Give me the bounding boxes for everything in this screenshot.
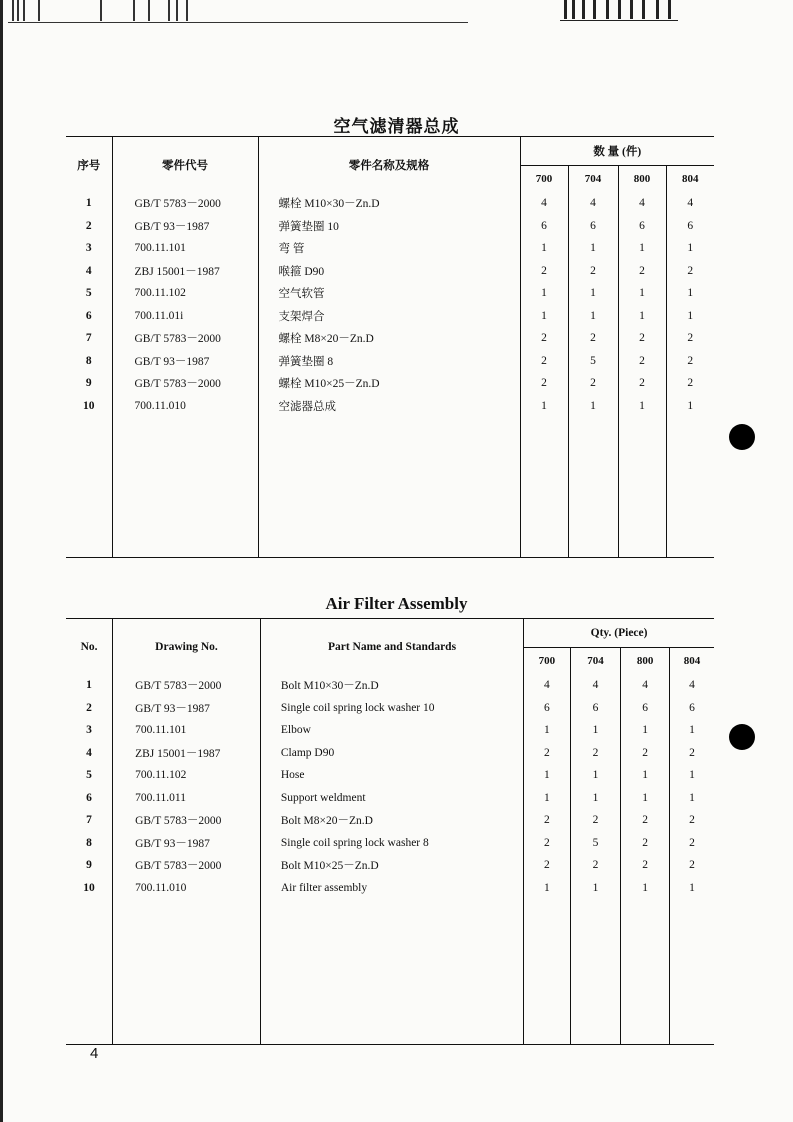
- row-drawing: GB/T 5783－2000: [113, 809, 261, 832]
- table-row: [66, 877, 714, 900]
- row-no: 3: [86, 724, 92, 737]
- row-part-name: Bolt M10×25－Zn.D: [260, 854, 523, 877]
- row-drawing: GB/T 93－1987: [112, 215, 258, 238]
- row-qty: 2: [568, 372, 618, 395]
- row-qty: 4: [666, 192, 714, 215]
- row-qty: 4: [618, 192, 666, 215]
- table-row: [66, 674, 714, 697]
- row-qty: 1: [520, 395, 568, 418]
- row-qty: 2: [618, 260, 666, 283]
- row-qty: 2: [524, 742, 571, 765]
- row-qty: 6: [570, 697, 621, 720]
- row-qty: 2: [520, 327, 568, 350]
- row-qty: 6: [621, 697, 670, 720]
- row-qty: 2: [524, 832, 571, 855]
- table-blank-area: [66, 899, 714, 1045]
- row-drawing: ZBJ 15001－1987: [112, 260, 258, 283]
- en-header-drawing: Drawing No.: [113, 619, 261, 675]
- cn-header-model: 800: [618, 166, 666, 193]
- en-header-name: Part Name and Standards: [260, 619, 523, 675]
- row-qty: 2: [669, 809, 714, 832]
- row-qty: 1: [621, 719, 670, 742]
- row-drawing: GB/T 5783－2000: [112, 327, 258, 350]
- row-qty: 1: [666, 305, 714, 328]
- row-qty: 1: [570, 764, 621, 787]
- row-qty: 1: [666, 237, 714, 260]
- table-row: [66, 719, 714, 742]
- row-qty: 1: [666, 395, 714, 418]
- row-qty: 1: [568, 305, 618, 328]
- cn-header-model: 804: [666, 166, 714, 193]
- scan-top-marks: [8, 0, 468, 23]
- row-qty: 4: [570, 674, 621, 697]
- row-part-name: 螺栓 M10×30－Zn.D: [258, 192, 520, 215]
- row-no: 5: [85, 287, 92, 300]
- row-drawing: GB/T 5783－2000: [112, 372, 258, 395]
- table-row: [66, 215, 714, 238]
- row-qty: 2: [666, 327, 714, 350]
- row-no: 1: [86, 679, 92, 692]
- cn-header-name: 零件名称及规格: [258, 137, 520, 193]
- row-part-name: Air filter assembly: [260, 877, 523, 900]
- en-table-title: Air Filter Assembly: [325, 594, 468, 613]
- row-drawing: GB/T 5783－2000: [113, 674, 261, 697]
- table-row: [66, 237, 714, 260]
- table-row: [66, 192, 714, 215]
- row-part-name: Single coil spring lock washer 10: [260, 697, 523, 720]
- row-qty: 2: [669, 742, 714, 765]
- row-qty: 2: [666, 350, 714, 373]
- row-no: 10: [83, 399, 95, 412]
- row-drawing: GB/T 93－1987: [112, 350, 258, 373]
- row-no: 2: [85, 219, 92, 232]
- row-qty: 1: [524, 719, 571, 742]
- row-no: 1: [85, 197, 92, 210]
- row-drawing: 700.11.102: [113, 764, 261, 787]
- row-no: 6: [85, 309, 92, 322]
- cn-header-qty: 数 量 (件): [520, 137, 714, 166]
- row-part-name: 螺栓 M10×25－Zn.D: [258, 372, 520, 395]
- table-row: [66, 282, 714, 305]
- row-part-name: Single coil spring lock washer 8: [260, 832, 523, 855]
- row-qty: 2: [570, 742, 621, 765]
- row-no: 6: [86, 791, 92, 804]
- row-qty: 5: [570, 832, 621, 855]
- en-header-no: No.: [66, 619, 113, 675]
- row-no: 7: [86, 814, 92, 827]
- binder-hole-lower: [729, 724, 755, 750]
- row-drawing: 700.11.102: [112, 282, 258, 305]
- page-left-edge: [0, 0, 3, 1122]
- row-qty: 2: [568, 260, 618, 283]
- row-qty: 2: [618, 350, 666, 373]
- row-qty: 6: [568, 215, 618, 238]
- row-drawing: 700.11.010: [112, 395, 258, 418]
- table-row: [66, 787, 714, 810]
- en-header-model: 800: [621, 648, 670, 675]
- row-qty: 2: [666, 260, 714, 283]
- row-qty: 4: [621, 674, 670, 697]
- row-qty: 2: [568, 327, 618, 350]
- row-qty: 1: [669, 877, 714, 900]
- table-row: [66, 764, 714, 787]
- row-no: 3: [85, 242, 92, 255]
- row-qty: 2: [520, 350, 568, 373]
- row-qty: 1: [618, 282, 666, 305]
- row-qty: 4: [524, 674, 571, 697]
- row-part-name: 弯 管: [258, 237, 520, 260]
- row-no: 10: [83, 881, 95, 894]
- row-drawing: 700.11.010: [113, 877, 261, 900]
- row-qty: 1: [618, 305, 666, 328]
- row-drawing: GB/T 93－1987: [113, 832, 261, 855]
- table-row: [66, 260, 714, 283]
- row-qty: 6: [618, 215, 666, 238]
- row-qty: 6: [520, 215, 568, 238]
- table-row: [66, 854, 714, 877]
- row-qty: 1: [524, 787, 571, 810]
- row-no: 8: [85, 354, 92, 367]
- row-qty: 1: [618, 237, 666, 260]
- table-row: [66, 327, 714, 350]
- row-no: 5: [86, 769, 92, 782]
- en-header-model: 704: [570, 648, 621, 675]
- row-part-name: 弹簧垫圈 8: [258, 350, 520, 373]
- row-drawing: ZBJ 15001－1987: [113, 742, 261, 765]
- table-row: [66, 372, 714, 395]
- row-qty: 1: [618, 395, 666, 418]
- row-part-name: 弹簧垫圈 10: [258, 215, 520, 238]
- en-header-qty: Qty. (Piece): [524, 619, 714, 648]
- row-qty: 1: [570, 787, 621, 810]
- cn-header-model: 704: [568, 166, 618, 193]
- row-no: 4: [86, 746, 92, 759]
- row-drawing: 700.11.011: [113, 787, 261, 810]
- row-qty: 2: [524, 854, 571, 877]
- table-row: [66, 742, 714, 765]
- row-part-name: Support weldment: [260, 787, 523, 810]
- row-qty: 1: [621, 764, 670, 787]
- row-qty: 1: [520, 282, 568, 305]
- row-no: 2: [86, 701, 92, 714]
- row-part-name: Clamp D90: [260, 742, 523, 765]
- en-header-model: 700: [524, 648, 571, 675]
- row-qty: 1: [669, 719, 714, 742]
- row-qty: 6: [666, 215, 714, 238]
- page-number: 4: [90, 1045, 99, 1062]
- row-part-name: Bolt M8×20－Zn.D: [260, 809, 523, 832]
- row-part-name: 空滤器总成: [258, 395, 520, 418]
- scan-top-right-marks: [560, 0, 678, 21]
- table-row: [66, 697, 714, 720]
- row-drawing: GB/T 5783－2000: [112, 192, 258, 215]
- table-row: [66, 350, 714, 373]
- row-qty: 5: [568, 350, 618, 373]
- row-no: 4: [85, 264, 92, 277]
- row-qty: 2: [618, 372, 666, 395]
- row-qty: 4: [568, 192, 618, 215]
- row-qty: 6: [669, 697, 714, 720]
- row-qty: 2: [621, 809, 670, 832]
- table-row: [66, 809, 714, 832]
- row-no: 8: [86, 836, 92, 849]
- row-qty: 1: [524, 877, 571, 900]
- row-drawing: GB/T 93－1987: [113, 697, 261, 720]
- row-qty: 4: [520, 192, 568, 215]
- row-qty: 2: [618, 327, 666, 350]
- table-row: [66, 305, 714, 328]
- row-qty: 1: [520, 237, 568, 260]
- row-qty: 2: [520, 260, 568, 283]
- row-drawing: 700.11.101: [113, 719, 261, 742]
- row-qty: 1: [568, 237, 618, 260]
- row-qty: 6: [524, 697, 571, 720]
- row-part-name: 支架焊合: [258, 305, 520, 328]
- table-row: [66, 395, 714, 418]
- row-no: 9: [85, 377, 92, 390]
- row-qty: 2: [621, 832, 670, 855]
- row-part-name: Bolt M10×30－Zn.D: [260, 674, 523, 697]
- row-part-name: Elbow: [260, 719, 523, 742]
- row-part-name: 空气软管: [258, 282, 520, 305]
- row-no: 7: [85, 332, 92, 345]
- row-qty: 2: [621, 742, 670, 765]
- row-qty: 1: [524, 764, 571, 787]
- cn-header-no: 序号: [66, 137, 112, 193]
- row-qty: 2: [520, 372, 568, 395]
- en-parts-table: [66, 618, 714, 1045]
- row-no: 9: [86, 859, 92, 872]
- row-qty: 1: [570, 877, 621, 900]
- row-qty: 2: [524, 809, 571, 832]
- binder-hole-upper: [729, 424, 755, 450]
- row-qty: 2: [669, 832, 714, 855]
- table-blank-area: [66, 417, 714, 558]
- row-part-name: 喉箍 D90: [258, 260, 520, 283]
- row-qty: 1: [568, 282, 618, 305]
- row-qty: 2: [669, 854, 714, 877]
- row-qty: 1: [669, 787, 714, 810]
- row-part-name: 螺栓 M8×20－Zn.D: [258, 327, 520, 350]
- row-part-name: Hose: [260, 764, 523, 787]
- row-qty: 1: [621, 877, 670, 900]
- table-row: [66, 832, 714, 855]
- row-drawing: 700.11.101: [112, 237, 258, 260]
- row-qty: 2: [570, 854, 621, 877]
- row-drawing: GB/T 5783－2000: [113, 854, 261, 877]
- cn-table-title: 空气滤清器总成: [333, 117, 460, 136]
- row-qty: 1: [621, 787, 670, 810]
- cn-header-drawing: 零件代号: [112, 137, 258, 193]
- row-qty: 1: [666, 282, 714, 305]
- en-header-model: 804: [669, 648, 714, 675]
- row-qty: 2: [570, 809, 621, 832]
- row-qty: 2: [666, 372, 714, 395]
- row-qty: 1: [570, 719, 621, 742]
- row-qty: 4: [669, 674, 714, 697]
- row-qty: 1: [568, 395, 618, 418]
- cn-header-model: 700: [520, 166, 568, 193]
- row-drawing: 700.11.01i: [112, 305, 258, 328]
- cn-parts-table: [66, 136, 714, 558]
- row-qty: 1: [669, 764, 714, 787]
- row-qty: 1: [520, 305, 568, 328]
- row-qty: 2: [621, 854, 670, 877]
